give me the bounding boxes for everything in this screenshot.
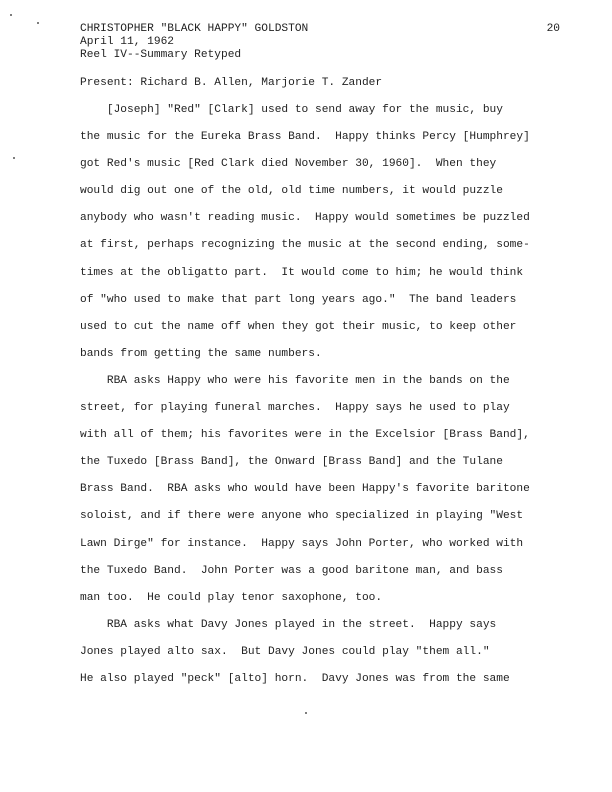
body-line: [Joseph] "Red" [Clark] used to send away for the music, buy (80, 104, 503, 116)
body-line: got Red's music [Red Clark died November 30, 1960]. When they (80, 158, 497, 170)
body-line: RBA asks Happy who were his favorite men in the bands on the (80, 375, 510, 387)
body-line: would dig out one of the old, old time numbers, it would puzzle (80, 185, 503, 197)
body-line: the music for the Eureka Brass Band. Happy thinks Percy [Humphrey] (80, 131, 530, 143)
body-line: with all of them; his favorites were in the Excelsior [Brass Band], (80, 429, 530, 441)
body-line: Jones played alto sax. But Davy Jones could play "them all." (80, 646, 490, 658)
body-line: anybody who wasn't reading music. Happy would sometimes be puzzled (80, 212, 530, 224)
body-line: of "who used to make that part long years ago." The band leaders (80, 294, 517, 306)
scan-speck (305, 712, 307, 714)
scan-speck (10, 14, 12, 16)
body-line: used to cut the name off when they got their music, to keep other (80, 321, 517, 333)
scan-speck (37, 22, 39, 24)
body-line: man too. He could play tenor saxophone, too. (80, 592, 383, 604)
body-line: the Tuxedo [Brass Band], the Onward [Brass Band] and the Tulane (80, 456, 503, 468)
body-line: street, for playing funeral marches. Happy says he used to play (80, 402, 510, 414)
body-line: soloist, and if there were anyone who specialized in playing "West (80, 510, 524, 522)
body-line: He also played "peck" [alto] horn. Davy Jones was from the same (80, 673, 510, 685)
header-date: April 11, 1962 (80, 36, 174, 48)
body-line: the Tuxedo Band. John Porter was a good baritone man, and bass (80, 565, 503, 577)
body-line: bands from getting the same numbers. (80, 348, 322, 360)
body-line: RBA asks what Davy Jones played in the street. Happy says (80, 619, 497, 631)
header-name: CHRISTOPHER "BLACK HAPPY" GOLDSTON (80, 23, 309, 35)
scan-speck (13, 157, 15, 159)
body-line: times at the obligatto part. It would come to him; he would think (80, 267, 524, 279)
body-line: Lawn Dirge" for instance. Happy says John Porter, who worked with (80, 538, 524, 550)
present-line: Present: Richard B. Allen, Marjorie T. Zander (80, 77, 383, 89)
body-line: Brass Band. RBA asks who would have been Happy's favorite baritone (80, 483, 530, 495)
body-line: at first, perhaps recognizing the music at the second ending, some- (80, 239, 530, 251)
page-number: 20 (546, 23, 560, 35)
header-reel: Reel IV--Summary Retyped (80, 49, 242, 61)
